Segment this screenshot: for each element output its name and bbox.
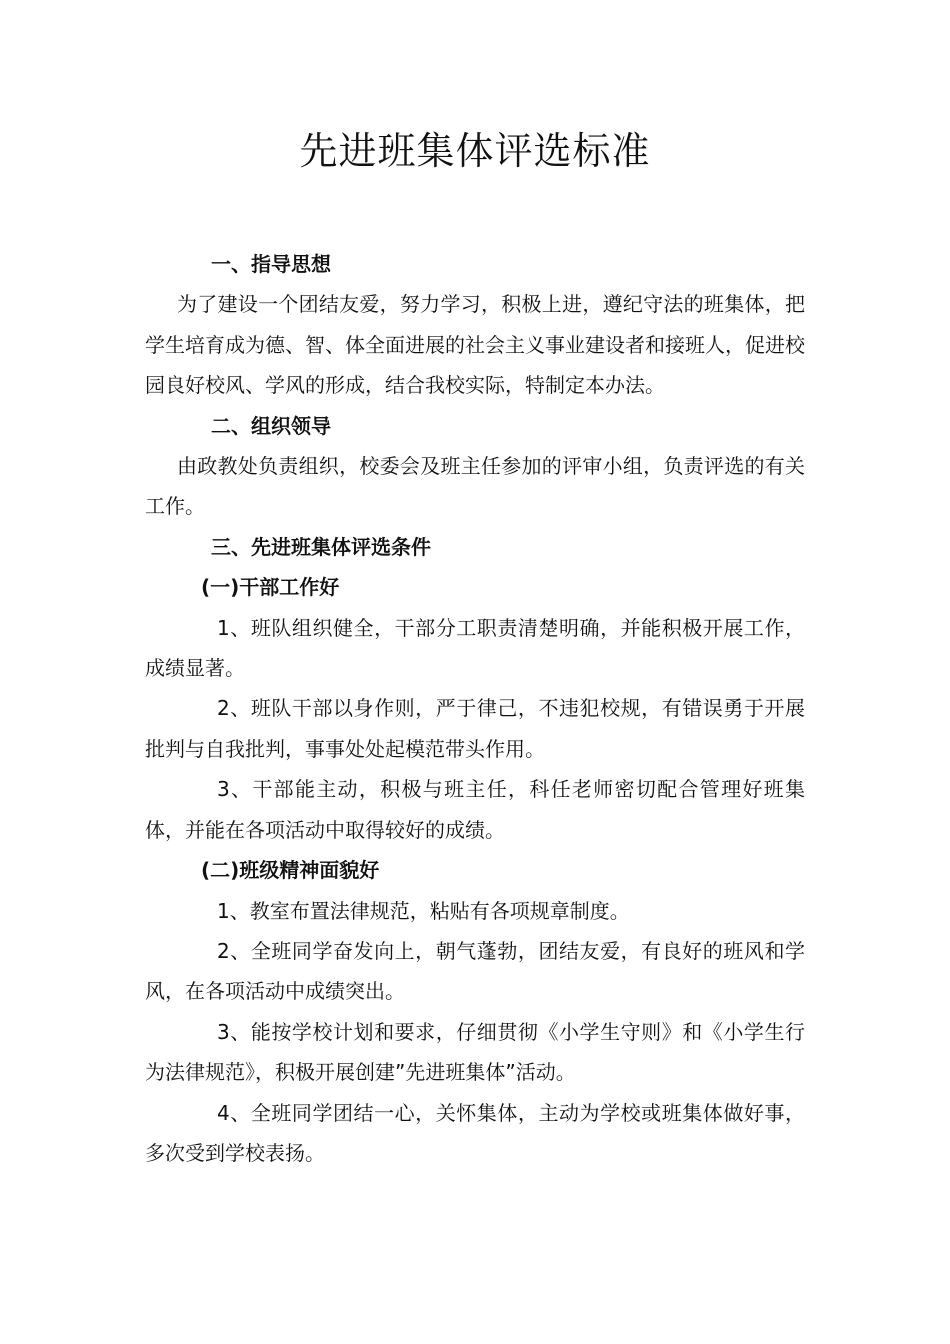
list-item: 3、干部能主动，积极与班主任，科任老师密切配合管理好班集体，并能在各项活动中取得较好的成绩。 xyxy=(145,777,805,842)
list-item: 2、全班同学奋发向上，朝气蓬勃，团结友爱，有良好的班风和学风，在各项活动中成绩突出。 xyxy=(145,938,805,1004)
section-heading-guiding-ideology: 一、指导思想 xyxy=(211,252,331,276)
section-heading-criteria: 三、先进班集体评选条件 xyxy=(211,534,431,559)
section-heading-organization: 二、组织领导 xyxy=(211,413,331,438)
list-item: 1、教室布置法律规范，粘贴有各项规章制度。 xyxy=(217,898,630,923)
document-title: 先进班集体评选标准 xyxy=(299,129,651,173)
section-text-organization: 由政教处负责组织，校委会及班主任参加的评审小组，负责评选的有关工作。 xyxy=(145,454,805,519)
section-text-guiding-ideology: 为了建设一个团结友爱，努力学习，积极上进，遵纪守法的班集体，把学生培育成为德、智、体全面进展的社会主义事业建设者和接班人，促进校园良好校风、学风的形成，结合我校实际，特制定本办法。 xyxy=(145,292,805,398)
list-item: 3、能按学校计划和要求，仔细贯彻《小学生守则》和《小学生行为法律规范》，积极开展创建”先进班集体”活动。 xyxy=(145,1019,805,1085)
subsection-heading-class-spirit: (二)班级精神面貌好 xyxy=(201,858,380,883)
document-body xyxy=(145,244,805,1173)
list-item: 1、班队组织健全，干部分工职责清楚明确，并能积极开展工作，成绩显著。 xyxy=(145,615,805,681)
subsection-heading-cadre-work: (一)干部工作好 xyxy=(201,575,340,600)
list-item: 4、全班同学团结一心，关怀集体，主动为学校或班集体做好事，多次受到学校表扬。 xyxy=(145,1100,805,1165)
list-item: 2、班队干部以身作则，严于律己，不违犯校规，有错误勇于开展批判与自我批判，事事处处起模范带头作用。 xyxy=(145,696,805,761)
